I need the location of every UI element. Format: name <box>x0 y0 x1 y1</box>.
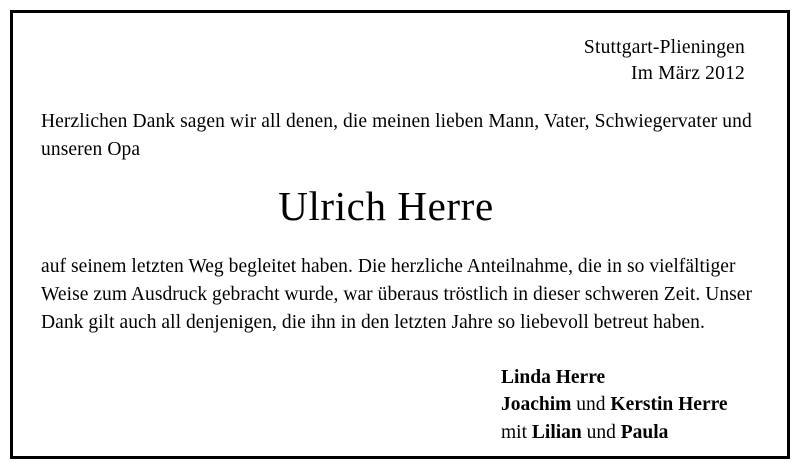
date-text: Im März 2012 <box>631 62 745 84</box>
place-text: Stuttgart-Plieningen <box>583 37 745 58</box>
deceased-name: Ulrich Herre <box>278 182 494 229</box>
place-date-block <box>41 35 759 86</box>
signature-conjunction-2: und <box>586 422 616 444</box>
body-paragraph: auf seinem letzten Weg begleitet haben. Die herzliche Anteilnahme, die in so vielfältiger Weise zum Ausdruck gebracht wurde, war überaus tröstlich in dieser schweren Zeit. Unser Dank gilt auch all denjenigen, die ihn in den letzten Jahre so liebevoll betreut haben. <box>41 255 753 334</box>
signature-conjunction-1: und <box>576 394 606 416</box>
obituary-content <box>13 13 787 456</box>
signer-name-paula: Paula <box>620 422 669 444</box>
intro-paragraph: Herzlichen Dank sagen wir all denen, die meinen lieben Mann, Vater, Schwiegervater und unseren Opa <box>41 111 752 161</box>
signature-prefix-mit: mit <box>501 422 528 444</box>
obituary-card <box>10 10 790 459</box>
signer-name-joachim: Joachim <box>501 394 572 416</box>
signer-name-lilian: Lilian <box>531 422 582 444</box>
signer-name-kerstin: Kerstin Herre <box>610 394 728 416</box>
signature-line-2 <box>501 391 759 419</box>
signature-line-1 <box>501 364 759 392</box>
signer-name-linda: Linda Herre <box>501 366 606 388</box>
signature-line-3 <box>501 419 759 447</box>
signature-block <box>41 364 759 447</box>
